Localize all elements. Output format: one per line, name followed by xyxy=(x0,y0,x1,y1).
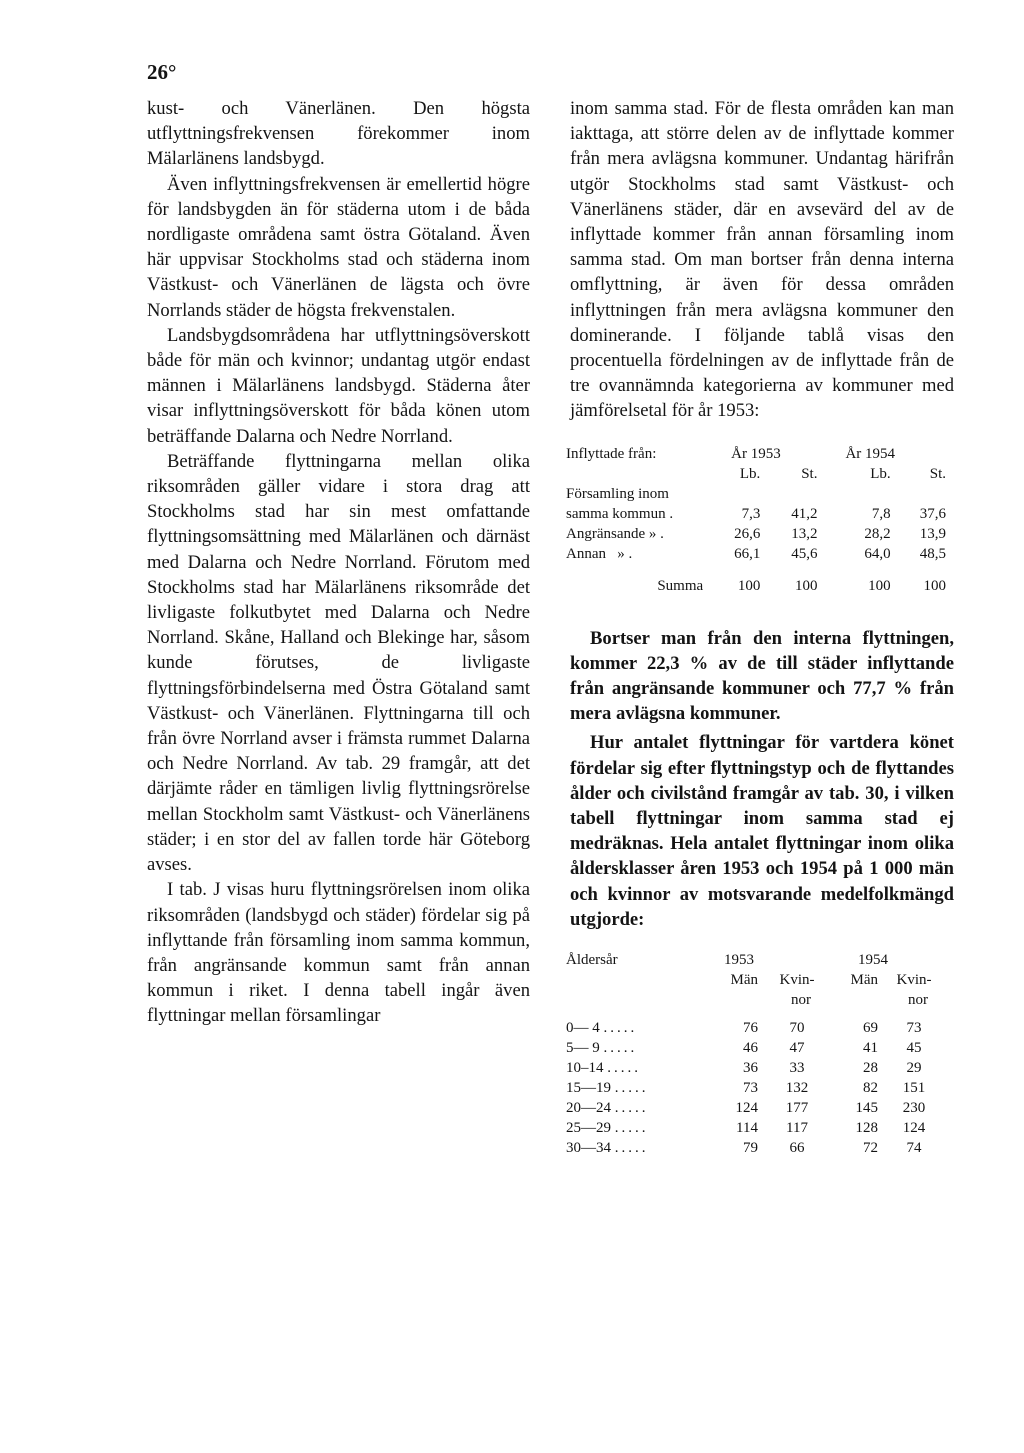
column-header: Män xyxy=(730,972,758,989)
cell: 45 xyxy=(906,1040,922,1057)
cell: 177 xyxy=(785,1100,809,1117)
page-number: 26° xyxy=(147,60,177,84)
year-header: 1954 xyxy=(858,952,888,969)
cell: 82 xyxy=(863,1080,878,1097)
cell: 100 xyxy=(923,577,946,594)
cell: 151 xyxy=(902,1080,926,1097)
cell: 28,2 xyxy=(864,525,891,542)
cell: 36 xyxy=(743,1060,758,1077)
table-row xyxy=(566,1098,950,1118)
column-header: Kvin- xyxy=(779,972,815,989)
row-label: 20—24 ..... xyxy=(566,1100,649,1117)
cell: 145 xyxy=(855,1100,878,1117)
paragraph: Beträffande flyttningarna mellan olika riksområden gäller vidare i stora drag att Stockholms stad har sin mest omfattande flyttningsomsättning med Mälarlänen och därnäst med Dalarna och Nedre Norrland. Förutom med Stockholms stad har Mälarlänens riksområde det livligaste folkutbytet med Dalarna och Nedre Norrland. Skåne, Halland och Blekinge har, såsom kunde förutses, de livligaste flyttningsförbindelserna med Östra Götaland samt Västkust- och Vänerlänen. Flyttningarna till och från övre Norrland avser i främsta rummet Dalarna och Nedre Norrland. Av tab. 29 framgår, att det därjämte råder en tämligen livlig flyttningsrörelse mellan Stockholm samt Västkust- och Vänerlänens städer; i en stor del av fallen torde här Göteborg avses. xyxy=(147,450,530,876)
paragraph: inom samma stad. För de flesta områden kan man iakttaga, att större delen av de inflyttade kommer från mera avlägsna kommuner. Undantag härifrån utgör Stockholms stad samt Västkust- och Vänerlänens städer, där en avsevärd del av de inflyttade kommer från annan församling inom samma stad. Om man bortser från denna interna omflyttning, är även för dessa områden inflyttningen från mera avlägsna kommuner den dominerande. I följande tablå visas den procentuella fördelningen av de inflyttade från de tre ovannämnda kategorierna av kommuner med jämförelsetal för år 1953: xyxy=(570,98,954,422)
column-header: Lb. xyxy=(870,465,891,482)
column-header: St. xyxy=(801,465,818,482)
paragraph: I tab. J visas huru flyttningsrörelsen inom olika riksområden (landsbygd och städer) fördelar sig på inflyttande från församling inom samma kommun, från angränsande kommun samt från annan kommun i riket. I denna tabell ingår även flyttningar mellan församlingar xyxy=(147,879,530,1027)
column-header: nor xyxy=(908,992,928,1009)
cell: 100 xyxy=(794,577,818,594)
cell: 66,1 xyxy=(734,545,761,562)
table-row xyxy=(566,524,954,544)
table-row xyxy=(566,1078,950,1098)
cell: 73 xyxy=(906,1020,922,1037)
paragraph: kust- och Vänerlänen. Den högsta utflyttningsfrekvensen förekommer inom Mälarlänens landsbygd. xyxy=(147,98,530,170)
table-header-row xyxy=(566,464,954,484)
cell: 79 xyxy=(743,1140,758,1157)
cell: 124 xyxy=(902,1120,926,1137)
left-column xyxy=(147,96,530,1029)
cell: 73 xyxy=(743,1080,758,1097)
table-header-row xyxy=(566,990,950,1010)
table-row xyxy=(566,1038,950,1058)
cell: 13,2 xyxy=(791,525,818,542)
cell: 33 xyxy=(789,1060,805,1077)
cell: 124 xyxy=(735,1100,758,1117)
table-row xyxy=(566,1010,950,1038)
row-label: samma kommun . xyxy=(566,505,674,522)
cell: 64,0 xyxy=(864,545,891,562)
table-header-label: Inflyttade från: xyxy=(566,445,657,462)
right-column xyxy=(566,96,954,1158)
cell: 7,8 xyxy=(871,505,891,522)
cell: 69 xyxy=(863,1020,878,1037)
cell: 28 xyxy=(863,1060,878,1077)
paragraph: Hur antalet flyttningar för vartdera könet fördelar sig efter flyttningstyp och de flyttandes ålder och civilstånd framgår av tab. 30, i vilken tabell flyttningar inom samma stad ej medräknas. Hela antalet flyttningar inom olika åldersklasser åren 1953 och 1954 på 1 000 män och kvinnor av motsvarande medelfolkmängd utgjorde: xyxy=(570,732,954,930)
age-table xyxy=(566,950,950,1158)
cell: 76 xyxy=(743,1020,758,1037)
column-header: St. xyxy=(929,465,946,482)
cell: 230 xyxy=(902,1100,926,1117)
table-row xyxy=(566,1118,950,1138)
table-header-label: Åldersår xyxy=(566,952,618,969)
column-header: Män xyxy=(850,972,878,989)
cell: 13,9 xyxy=(919,525,946,542)
table-header-row xyxy=(566,444,954,464)
column-header: Kvin- xyxy=(896,972,932,989)
cell: 100 xyxy=(737,577,761,594)
paragraph: Bortser man från den interna flyttningen, kommer 22,3 % av de till städer inflyttande från angränsande kommuner och 77,7 % från mera avlägsna kommuner. xyxy=(570,627,954,725)
row-label: 10–14 ..... xyxy=(566,1060,641,1077)
paragraph: Landsbygdsområdena har utflyttningsöverskott både för män och kvinnor; undantag utgör endast männen i Mälarlänens landsbygd. Städerna åter visar inflyttningsöverskott för båda könen utom beträffande Dalarna och Nedre Norrland. xyxy=(147,324,530,447)
table-row xyxy=(566,504,954,524)
table-header-row xyxy=(566,970,950,990)
cell: 128 xyxy=(855,1120,878,1137)
table-row xyxy=(566,1058,950,1078)
row-label: 15—19 ..... xyxy=(566,1080,649,1097)
year-header: År 1953 xyxy=(731,445,781,462)
table-row xyxy=(566,544,954,564)
row-label: Annan » . xyxy=(566,545,633,562)
cell: 70 xyxy=(789,1020,805,1037)
sum-label: Summa xyxy=(657,577,704,594)
cell: 7,3 xyxy=(741,505,761,522)
cell: 47 xyxy=(789,1040,805,1057)
sum-row xyxy=(566,564,954,596)
cell: 48,5 xyxy=(919,545,946,562)
cell: 37,6 xyxy=(919,505,946,522)
cell: 132 xyxy=(785,1080,809,1097)
row-label: 0— 4 ..... xyxy=(566,1020,638,1037)
table-header-row xyxy=(566,950,950,970)
paragraph: Även inflyttningsfrekvensen är emellertid högre för landsbygden än för städerna utom i de båda nordligaste områdena samt östra Götaland. Även här uppvisar Stockholms stad och städerna inom Västkust- och Vänerlänen de lägsta och övre Norrlands städer de högsta frekvenstalen. xyxy=(147,173,530,321)
cell: 41,2 xyxy=(791,505,818,522)
cell: 117 xyxy=(786,1120,808,1137)
row-label: Församling inom xyxy=(566,485,669,502)
cell: 66 xyxy=(789,1140,805,1157)
cell: 26,6 xyxy=(734,525,761,542)
year-header: År 1954 xyxy=(845,445,896,462)
column-header: nor xyxy=(791,992,811,1009)
cell: 72 xyxy=(863,1140,878,1157)
row-label: Angränsande » . xyxy=(566,525,664,542)
cell: 100 xyxy=(868,577,891,594)
table-row xyxy=(566,484,954,504)
year-header: 1953 xyxy=(724,952,754,969)
cell: 46 xyxy=(743,1040,758,1057)
column-header: Lb. xyxy=(739,465,761,482)
row-label: 30—34 ..... xyxy=(566,1140,649,1157)
inflow-table xyxy=(566,444,954,596)
table-row xyxy=(566,1138,950,1158)
cell: 74 xyxy=(906,1140,922,1157)
row-label: 25—29 ..... xyxy=(566,1120,649,1137)
cell: 45,6 xyxy=(791,545,818,562)
cell: 41 xyxy=(863,1040,878,1057)
cell: 114 xyxy=(736,1120,758,1137)
cell: 29 xyxy=(906,1060,922,1077)
row-label: 5— 9 ..... xyxy=(566,1040,638,1057)
